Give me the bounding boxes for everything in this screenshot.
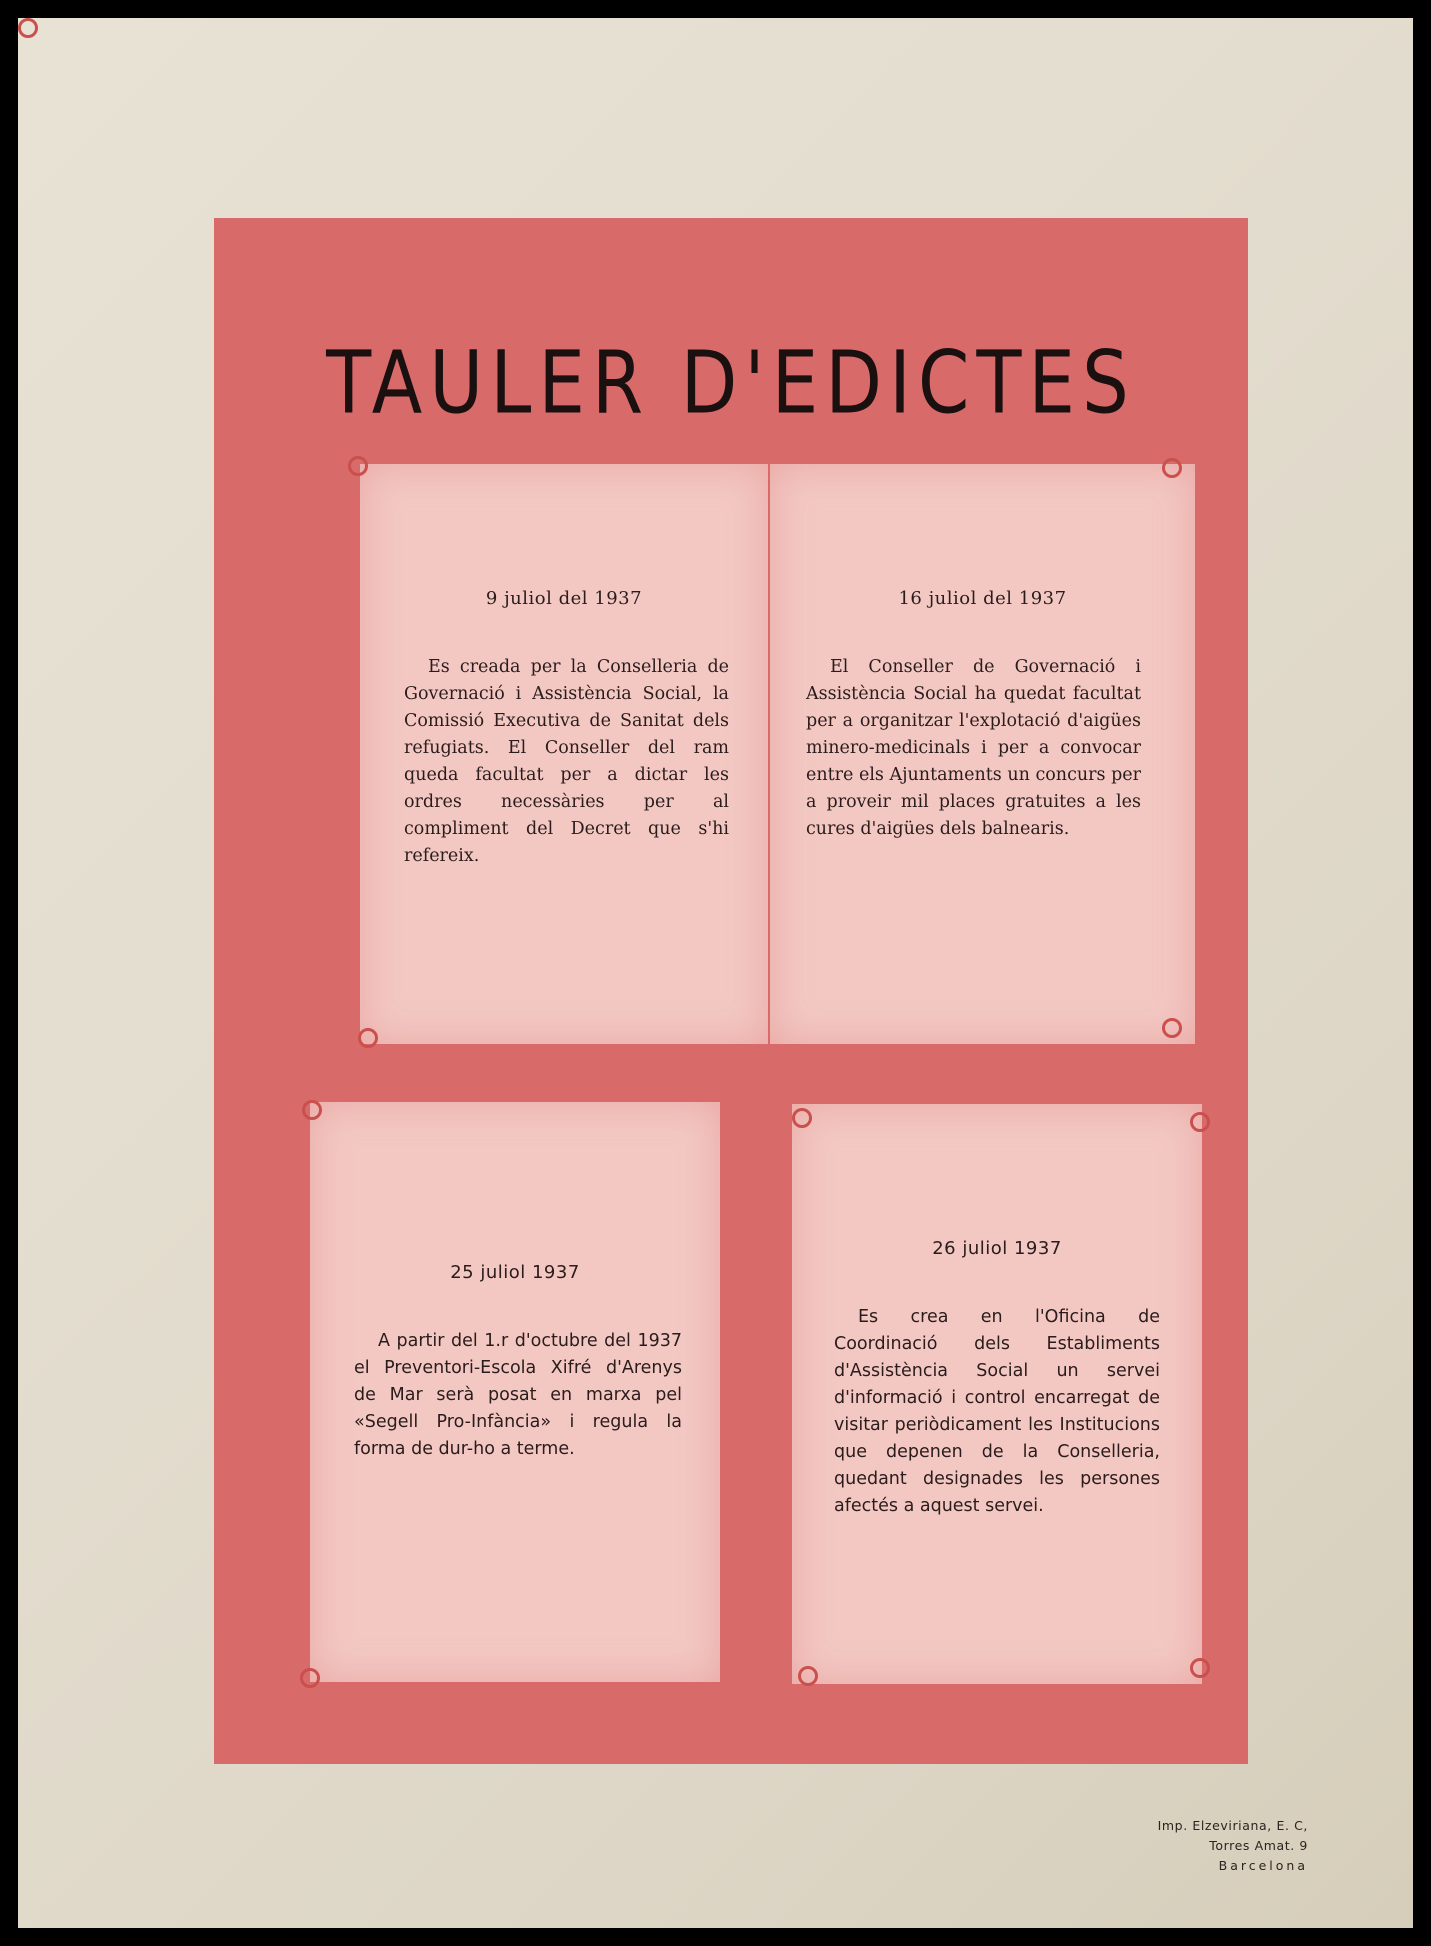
tack-icon [1190,1658,1210,1678]
notice-date: 25 juliol 1937 [450,1262,580,1283]
imprint-line: Barcelona [1218,1858,1308,1873]
notice-date: 9 juliol del 1937 [485,588,643,609]
tack-icon [1162,458,1182,478]
tack-icon [18,18,38,38]
notice-date: 16 juliol del 1937 [898,588,1067,609]
imprint [1158,1816,1308,1876]
imprint-line: Torres Amat. 9 [1209,1838,1308,1853]
notice-text: El Conseller de Governació i Assistència Social ha quedat facultat per a organitzar l'explotació d'aigües minero-medicinals i per a convocar entre els Ajuntaments un concurs per a proveir mil places gratuites a les cures d'aigües dels balnearis. [806,657,1141,839]
notice-text: A partir del 1.r d'octubre del 1937 el Preventori-Escola Xifré d'Arenys de Mar serà posat en marxa pel «Segell Pro-Infància» i regula la forma de dur-ho a terme. [354,1331,682,1459]
tack-icon [1162,1018,1182,1038]
tack-icon [302,1100,322,1120]
tack-icon [300,1668,320,1688]
notice-date: 26 juliol 1937 [932,1238,1062,1259]
tack-icon [358,1028,378,1048]
page [18,18,1413,1928]
tack-icon [348,456,368,476]
notice-sheet-4 [792,1104,1202,1684]
tack-icon [798,1666,818,1686]
notice-sheet-3 [310,1102,720,1682]
tack-icon [1190,1112,1210,1132]
notice-text: Es creada per la Conselleria de Governació i Assistència Social, la Comissió Executiva de Sanitat dels refugiats. El Conseller del ram queda facultat per a dictar les ordres necessàries per al compliment del Decret que s'hi refereix. [404,657,729,866]
imprint-line: Imp. Elzeviriana, E. C, [1157,1818,1308,1833]
page-title: TAULER D'EDICTES [326,333,1136,434]
notice-sheet-2 [770,464,1195,1044]
notice-text: Es crea en l'Oficina de Coordinació dels Establiments d'Assistència Social un servei d'informació i control encarregat de visitar periòdicament les Institucions que depenen de la Conselleria, quedant designades les persones afectés a aquest servei. [834,1307,1160,1516]
tack-icon [792,1108,812,1128]
notice-sheet-1 [360,464,768,1044]
